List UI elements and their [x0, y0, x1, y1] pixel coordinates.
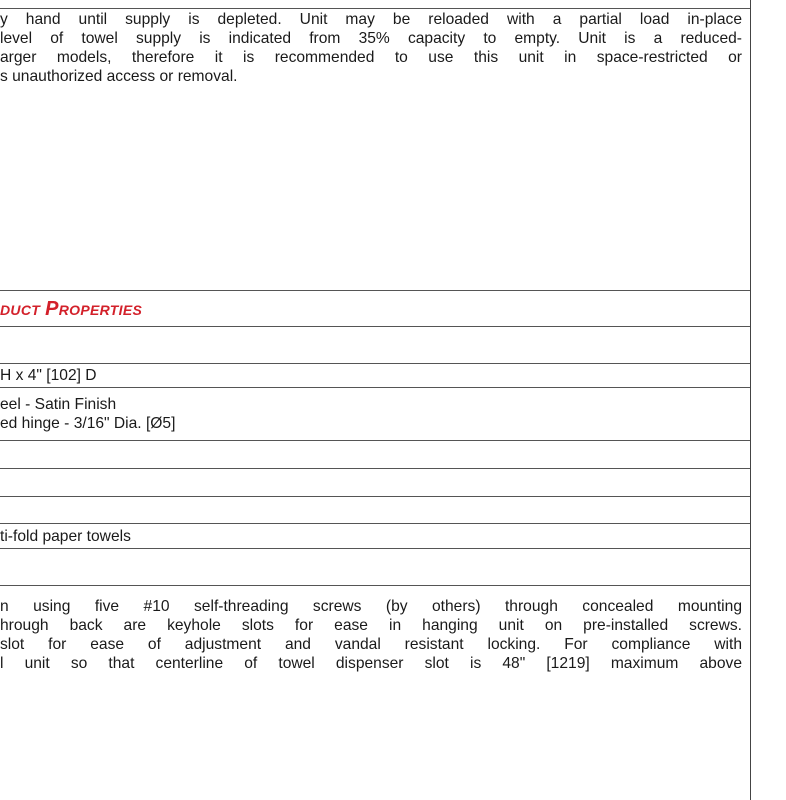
description-line: level of towel supply is indicated from 35% capacity to empty. Unit is a reduced-	[0, 30, 742, 47]
heading-word-1: DUCT	[0, 302, 41, 318]
material-line: ed hinge - 3/16" Dia. [Ø5]	[0, 415, 176, 432]
heading-word-2: ROPERTIES	[58, 302, 143, 318]
table-rule	[0, 440, 750, 441]
description-line: s unauthorized access or removal.	[0, 68, 238, 85]
dimensions-text: H x 4" [102] D	[0, 367, 97, 384]
table-rule	[0, 290, 750, 291]
table-rule	[0, 387, 750, 388]
table-rule	[0, 523, 750, 524]
installation-line: l unit so that centerline of towel dispenser slot is 48" [1219] maximum above	[0, 655, 742, 672]
table-rule	[0, 326, 750, 327]
section-heading-product-properties	[0, 298, 142, 321]
description-line: y hand until supply is depleted. Unit may be reloaded with a partial load in-place	[0, 11, 742, 28]
capacity-value	[0, 527, 742, 546]
installation-line: n using five #10 self-threading screws (by others) through concealed mounting	[0, 598, 742, 615]
table-rule	[0, 468, 750, 469]
installation-line: hrough back are keyhole slots for ease in hanging unit on pre-installed screws.	[0, 617, 742, 634]
material-value	[0, 395, 742, 433]
table-rule	[0, 548, 750, 549]
table-rule	[0, 8, 750, 9]
installation-line: slot for ease of adjustment and vandal resistant locking. For compliance with	[0, 636, 742, 653]
dimensions-value	[0, 366, 742, 385]
capacity-text: ti-fold paper towels	[0, 528, 131, 545]
description-paragraph	[0, 10, 742, 86]
table-rule	[0, 496, 750, 497]
installation-paragraph	[0, 597, 742, 673]
material-line: eel - Satin Finish	[0, 396, 117, 413]
heading-initial: P	[45, 298, 59, 320]
description-line: arger models, therefore it is recommended to use this unit in space-restricted or	[0, 49, 742, 66]
table-rule	[0, 585, 750, 586]
table-rule	[0, 363, 750, 364]
